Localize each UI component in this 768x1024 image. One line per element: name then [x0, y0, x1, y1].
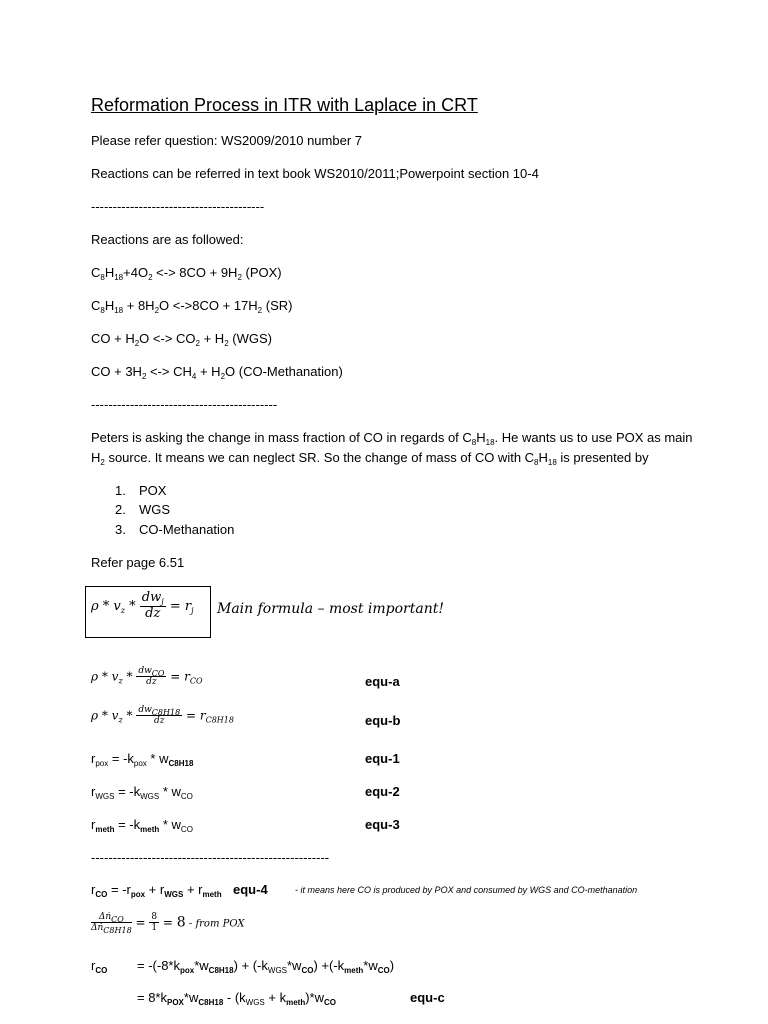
- equation-label: equ-2: [365, 784, 400, 799]
- paragraph-line-2: $H_2$ source. It means we can neglect SR. So the change of mass of CO with $C_8H_{18}$ is presented by: [91, 450, 649, 467]
- equation-2: $r_{WGS} = -k_{WGS} * w_{CO}$: [91, 784, 193, 801]
- equation-label: equ-b: [365, 713, 401, 728]
- rco-simplified: = $8*k_{POX}*w_{C8H18} - (k_{WGS} + k_{meth})*w_{CO}$: [137, 990, 336, 1007]
- rco-expansion: $r_{CO}$: [91, 958, 108, 975]
- divider-3: -------------------------------------------------------: [91, 850, 330, 865]
- reaction-methanation: CO + $3H_2$ <-> $CH_4 + H_2O$ (CO-Methanation): [91, 364, 343, 381]
- reactions-heading: Reactions are as followed:: [91, 232, 244, 247]
- main-formula-note: Main formula – most important!: [217, 601, 444, 617]
- reaction-sr: $C_8H_{18} + 8H_2O <->8CO + 17H_2$ (SR): [91, 298, 293, 315]
- equation-4-comment: - it means here CO is produced by POX and consumed by WGS and CO-methanation: [295, 885, 638, 895]
- equation-label: equ-3: [365, 817, 400, 832]
- equation-1: $r_{pox} = -k_{pox} * w_{C8H18}$: [91, 751, 194, 768]
- divider-2: -------------------------------------------: [91, 397, 278, 412]
- reaction-wgs: CO + $H_2O$ <-> $CO_2 + H_2$ (WGS): [91, 331, 272, 348]
- refer-page-line: Refer page 6.51: [91, 555, 185, 570]
- molar-ratio-equation: $\frac{\Delta ṅ_{CO}}{\Delta ṅ_{C8H18}}$ = $\frac{8}{1}$ = 8 - from POX: [91, 912, 245, 936]
- refer-question-line: Please refer question: WS2009/2010 number 7: [91, 133, 363, 148]
- list-item: 2. WGS: [115, 502, 171, 517]
- equation-3: $r_{meth} = -k_{meth} * w_{CO}$: [91, 817, 193, 834]
- equation-4: $r_{CO} = -r_{pox} + r_{WGS} + r_{meth}$: [91, 882, 222, 899]
- equation-label: equ-c: [410, 990, 445, 1005]
- reactions-reference-line: Reactions can be referred in text book WS2010/2011;Powerpoint section 10-4: [91, 166, 539, 181]
- main-formula: ρ * $v_z$ * $\frac{dw_j}{dz}$ = $r_j$: [91, 590, 194, 621]
- equation-label: equ-1: [365, 751, 400, 766]
- reaction-pox: $C_8H_{18}+4O_2$ <-> $8CO + 9H_2$ (POX): [91, 265, 282, 282]
- equation-label: equ-a: [365, 674, 400, 689]
- rco-expansion-rhs: = $-(-8*k_{pox}*w_{C8H18}) + (-k_{WGS}*w_{CO}) +(-k_{meth}*w_{CO})$: [137, 958, 395, 975]
- paragraph-line-1: Peters is asking the change in mass fraction of CO in regards of $C_8H_{18}$. He wants us to use POX as main: [91, 430, 693, 447]
- equation-label: equ-4: [233, 882, 268, 897]
- equation-a: ρ * $v_z$ * $\frac{dw_{CO}}{dz}$ = $r_{CO}$: [91, 666, 203, 688]
- page-title: Reformation Process in ITR with Laplace in CRT: [91, 95, 478, 115]
- list-item: 1. POX: [115, 483, 167, 498]
- equation-b: ρ * $v_z$ * $\frac{dw_{C8H18}}{dz}$ = $r_{C8H18}$: [91, 705, 234, 727]
- divider-1: ----------------------------------------: [91, 199, 265, 214]
- list-item: 3. CO-Methanation: [115, 522, 235, 537]
